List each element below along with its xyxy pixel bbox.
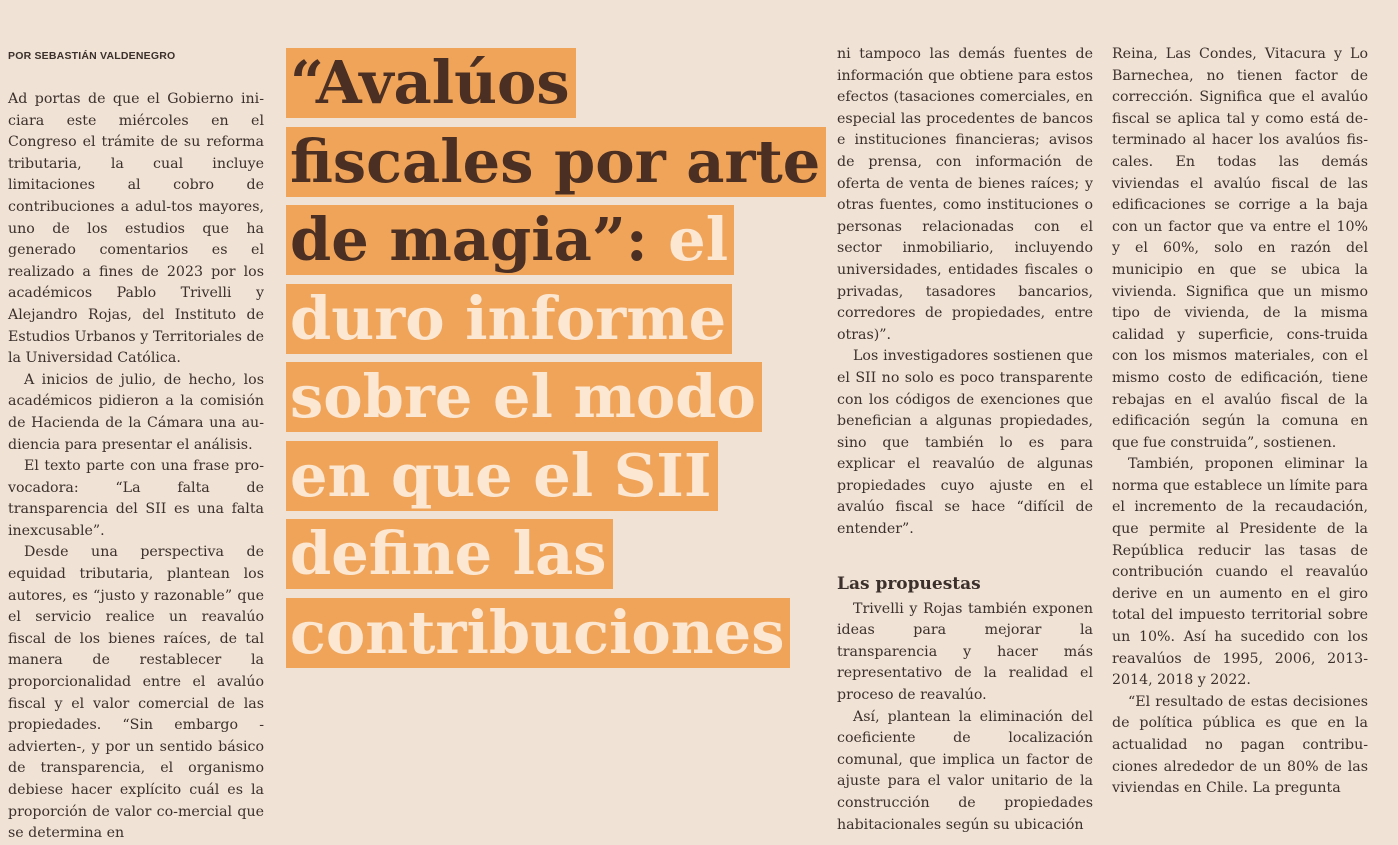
headline-line: contribuciones <box>286 598 790 668</box>
paragraph: ni tampoco las demás fuentes de información que obtiene para estos efectos (tasaciones comerciales, en especial las procedentes de bancos e instituciones financieras; avisos de prensa, con información de oferta de venta de bienes raíces; y otras fuentes, como instituciones o personas relacionadas con el sector inmobiliario, incluyendo universidades, entidades fiscales o privadas, tasadores bancarios, corredores de propiedades, entre otras)”. <box>837 46 1093 343</box>
section-subhead: Las propuestas <box>837 573 981 594</box>
byline: POR SEBASTIÁN VALDENEGRO <box>8 50 176 62</box>
paragraph: Así, plantean la eliminación del coeficiente de localización comunal, que implica un factor de ajuste para el valor unitario de la construcción de propiedades habitacionales según su ubicación <box>837 708 1093 833</box>
headline-line: sobre el modo <box>286 362 762 432</box>
headline-line: duro informe <box>286 284 732 354</box>
paragraph: Los investigadores sostienen que el SII no solo es poco transparente con los códigos de exenciones que benefician a algunas propiedades, sino que también lo es para explicar el reavalúo de algunas propiedades cuyo ajuste en el avalúo fiscal se hace “difícil de entender”. <box>837 348 1093 538</box>
headline-line: fiscales por arte <box>286 127 826 197</box>
headline-line: de magia”: el <box>286 205 734 275</box>
headline-line: en que el SII <box>286 441 718 511</box>
headline-line: define las <box>286 519 613 589</box>
headline <box>286 44 826 672</box>
paragraph: Desde una perspectiva de equidad tributaria, plantean los autores, es “justo y razonable” que el servicio realice un reavalúo fiscal de los bienes raíces, de tal manera de restablecer la proporcionalidad entre el avalúo fiscal y el valor comercial de las propiedades. “Sin embargo -advierten-, y por un sentido básico de transparencia, el organismo debiese hacer explícito cuál es la proporción de valor co-mercial que se determina en <box>8 544 264 842</box>
headline-line: “Avalúos <box>286 48 576 118</box>
article-column-2 <box>837 44 1093 836</box>
paragraph: A inicios de julio, de hecho, los académicos pidieron a la comisión de Hacienda de la Cámara una au-diencia para presentar el análisis. <box>8 371 264 453</box>
paragraph: Reina, Las Condes, Vitacura y Lo Barnechea, no tienen factor de corrección. Significa que el avalúo fiscal se aplica tal y como está de-terminado al hacer los avalúos fis-cales. En todas las demás viviendas el avalúo fiscal de las edificaciones se corrige a la baja con un factor que va entre el 10% y el 60%, solo en razón del municipio en que se ubica la vivienda. Significa que un mismo tipo de vivienda, de la misma calidad y superficie, cons-truida con los mismos materiales, con el mismo costo de edificación, tiene rebajas en el avalúo fiscal de la edificación según la comuna en que fue construida”, sostienen. <box>1112 46 1368 451</box>
article-column-1 <box>8 89 264 845</box>
paragraph: Ad portas de que el Gobierno ini-ciara este miércoles en el Congreso el trámite de su reforma tributaria, la cual incluye limitaciones al cobro de contribuciones a adul-tos mayores, uno de los estudios que ha generado comentarios es el realizado a fines de 2023 por los académicos Pablo Trivelli y Alejandro Rojas, del Instituto de Estudios Urbanos y Territoriales de la Universidad Católica. <box>8 91 264 367</box>
paragraph: El texto parte con una frase pro-vocadora: “La falta de transparencia del SII es una falta inexcusable”. <box>8 458 264 539</box>
paragraph: También, proponen eliminar la norma que establece un límite para el incremento de la recaudación, que permite al Presidente de la República reducir las tasas de contribución cuando el reavalúo derive en un aumento en el giro total del impuesto territorial sobre un 10%. Así ha sucedido con los reavalúos de 1995, 2006, 2013-2014, 2018 y 2022. <box>1112 456 1368 689</box>
paragraph: “El resultado de estas decisiones de política pública es que en la actualidad no pagan contribu-ciones alrededor de un 80% de las viviendas en Chile. La pregunta <box>1112 693 1368 797</box>
article-column-3 <box>1112 44 1368 800</box>
paragraph: Trivelli y Rojas también exponen ideas para mejorar la transparencia y hacer más representativo de la realidad el proceso de reavalúo. <box>837 600 1093 704</box>
